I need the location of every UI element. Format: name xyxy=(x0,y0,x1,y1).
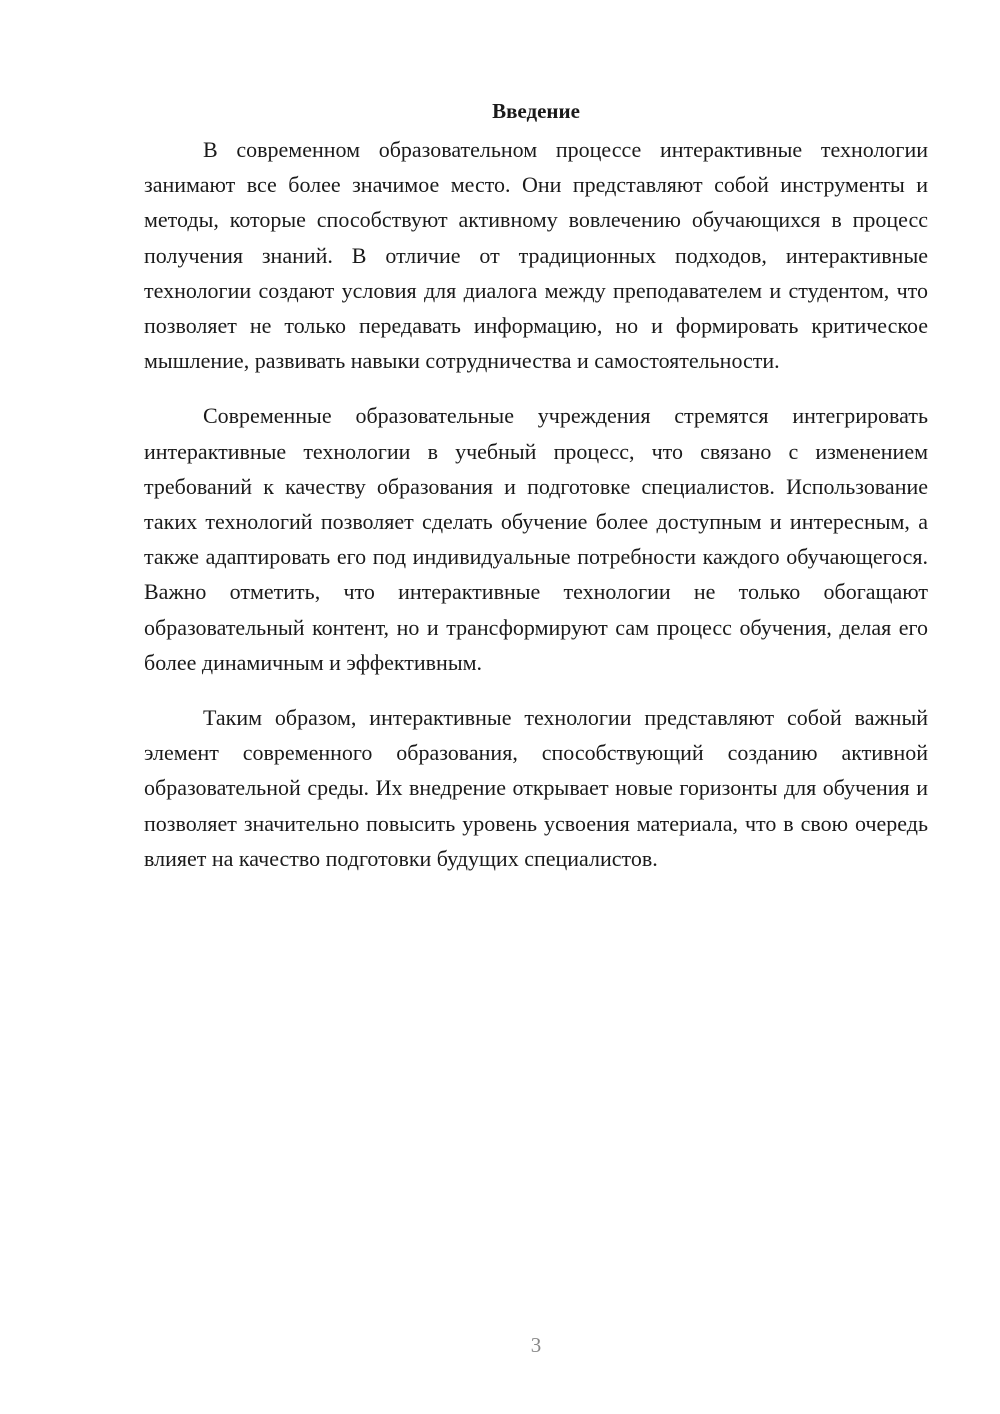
paragraph-2: Современные образовательные учреждения стремятся интегрировать интерактивные технологии в учебный процесс, что связано с изменением требований к качеству образования и подготовке специалистов. Использование таких технологий позволяет сделать обучение более доступным и интересным, а также адаптировать его под индивидуальные потребности каждого обучающегося. Важно отметить, что интерактивные технологии не только обогащают образовательный контент, но и трансформируют сам процесс обучения, делая его более динамичным и эффективным. xyxy=(144,403,928,675)
page-number: 3 xyxy=(530,1333,542,1357)
page-content xyxy=(144,96,928,896)
section-heading: Введение xyxy=(492,99,580,123)
paragraph-1: В современном образовательном процессе интерактивные технологии занимают все более значимое место. Они представляют собой инструменты и методы, которые способствуют активному вовлечению обучающихся в процесс получения знаний. В отличие от традиционных подходов, интерактивные технологии создают условия для диалога между преподавателем и студентом, что позволяет не только передавать информацию, но и формировать критическое мышление, развивать навыки сотрудничества и самостоятельности. xyxy=(144,137,928,374)
paragraph-3: Таким образом, интерактивные технологии представляют собой важный элемент современного образования, способствующий созданию активной образовательной среды. Их внедрение открывает новые горизонты для обучения и позволяет значительно повысить уровень усвоения материала, что в свою очередь влияет на качество подготовки будущих специалистов. xyxy=(144,705,928,871)
